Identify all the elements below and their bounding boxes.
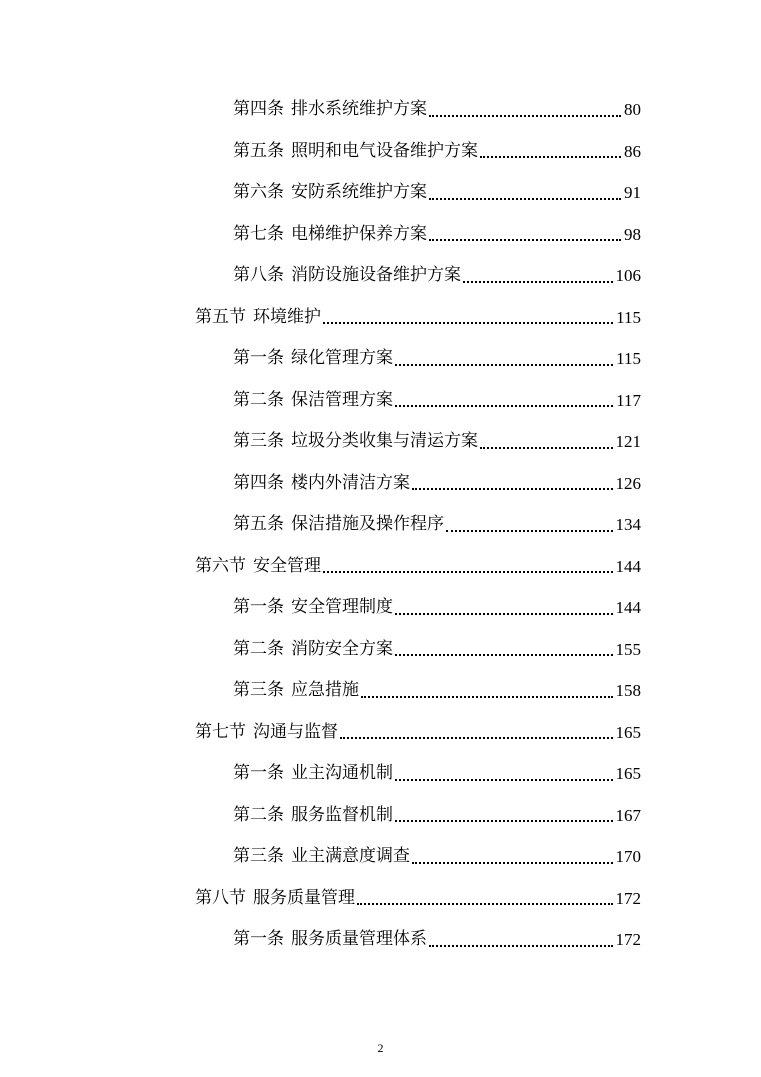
toc-dot-leader (480, 155, 621, 158)
toc-entry-page-number: 172 (615, 888, 641, 908)
toc-dot-leader (395, 653, 613, 656)
toc-article-entry[interactable] (0, 338, 641, 380)
page-number: 2 (377, 1041, 384, 1055)
toc-entry-page-number: 144 (615, 556, 641, 576)
toc-entry-number: 第七节 (195, 721, 246, 742)
toc-entry-page-number: 121 (615, 432, 641, 452)
toc-entry-title: 应急措施 (291, 680, 359, 701)
toc-dot-leader (395, 819, 613, 822)
toc-entry-page-number: 165 (615, 722, 641, 742)
toc-entry-title: 服务监督机制 (291, 804, 393, 825)
toc-entry-page-number: 134 (615, 515, 641, 535)
toc-entry-title: 业主沟通机制 (291, 763, 393, 784)
toc-dot-leader (429, 238, 621, 241)
toc-entry-number: 第七条 (233, 223, 284, 244)
toc-entry-page-number: 106 (615, 266, 641, 286)
toc-entry-number: 第八节 (195, 887, 246, 908)
toc-entry-title: 保洁管理方案 (291, 389, 393, 410)
toc-article-entry[interactable] (0, 504, 641, 546)
toc-entry-page-number: 167 (615, 805, 641, 825)
toc-section-entry[interactable] (0, 878, 641, 920)
toc-entry-page-number: 86 (624, 141, 641, 161)
toc-entry-title: 消防设施设备维护方案 (291, 265, 461, 286)
toc-dot-leader (323, 321, 613, 324)
toc-entry-number: 第四条 (233, 472, 284, 493)
toc-dot-leader (323, 570, 613, 573)
toc-entry-number: 第八条 (233, 265, 284, 286)
toc-article-entry[interactable] (0, 463, 641, 505)
toc-entry-number: 第二条 (233, 638, 284, 659)
toc-article-entry[interactable] (0, 587, 641, 629)
toc-section-entry[interactable] (0, 546, 641, 588)
toc-entry-title: 安全管理 (253, 555, 321, 576)
toc-entry-title: 保洁措施及操作程序 (291, 514, 444, 535)
toc-article-entry[interactable] (0, 670, 641, 712)
toc-entry-number: 第一条 (233, 597, 284, 618)
toc-dot-leader (357, 902, 613, 905)
toc-entry-number: 第一条 (233, 763, 284, 784)
toc-entry-number: 第三条 (233, 846, 284, 867)
toc-entry-page-number: 155 (615, 639, 641, 659)
toc-entry-title: 照明和电气设备维护方案 (291, 140, 478, 161)
toc-entry-page-number: 170 (615, 847, 641, 867)
toc-article-entry[interactable] (0, 255, 641, 297)
toc-entry-title: 服务质量管理 (253, 887, 355, 908)
toc-entry-number: 第一条 (233, 929, 284, 950)
toc-entry-title: 环境维护 (253, 306, 321, 327)
toc-entry-number: 第三条 (233, 680, 284, 701)
toc-entry-title: 安全管理制度 (291, 597, 393, 618)
toc-entry-number: 第二条 (233, 389, 284, 410)
toc-entry-title: 消防安全方案 (291, 638, 393, 659)
toc-entry-page-number: 172 (615, 930, 641, 950)
toc-entry-title: 绿化管理方案 (291, 348, 393, 369)
toc-entry-page-number: 117 (616, 390, 641, 410)
toc-article-entry[interactable] (0, 172, 641, 214)
toc-entry-page-number: 115 (616, 349, 641, 369)
toc-article-entry[interactable] (0, 629, 641, 671)
toc-article-entry[interactable] (0, 919, 641, 961)
toc-section-entry[interactable] (0, 297, 641, 339)
toc-dot-leader (340, 736, 613, 739)
toc-article-entry[interactable] (0, 89, 641, 131)
toc-dot-leader (480, 446, 613, 449)
toc-entry-title: 楼内外清洁方案 (291, 472, 410, 493)
toc-article-entry[interactable] (0, 753, 641, 795)
toc-entry-page-number: 158 (615, 681, 641, 701)
toc-dot-leader (412, 861, 613, 864)
toc-entry-page-number: 91 (624, 183, 641, 203)
toc-entry-page-number: 98 (624, 224, 641, 244)
toc-dot-leader (429, 944, 613, 947)
toc-entry-title: 业主满意度调查 (291, 846, 410, 867)
toc-article-entry[interactable] (0, 214, 641, 256)
toc-entry-number: 第三条 (233, 431, 284, 452)
toc-entry-number: 第五节 (195, 306, 246, 327)
toc-dot-leader (429, 197, 621, 200)
toc-article-entry[interactable] (0, 836, 641, 878)
toc-dot-leader (395, 404, 613, 407)
toc-dot-leader (395, 778, 613, 781)
toc-entry-title: 电梯维护保养方案 (291, 223, 427, 244)
toc-dot-leader (361, 695, 613, 698)
toc-article-entry[interactable] (0, 795, 641, 837)
toc-entry-number: 第六条 (233, 182, 284, 203)
toc-entry-title: 垃圾分类收集与清运方案 (291, 431, 478, 452)
toc-entry-page-number: 165 (615, 764, 641, 784)
toc-dot-leader (429, 114, 621, 117)
toc-article-entry[interactable] (0, 131, 641, 173)
toc-entry-page-number: 144 (615, 598, 641, 618)
toc-dot-leader (395, 612, 613, 615)
toc-entry-number: 第二条 (233, 804, 284, 825)
toc-entry-number: 第四条 (233, 99, 284, 120)
toc-dot-leader (463, 280, 613, 283)
toc-dot-leader (446, 529, 613, 532)
toc-entry-number: 第一条 (233, 348, 284, 369)
toc-section-entry[interactable] (0, 712, 641, 754)
toc-entry-number: 第六节 (195, 555, 246, 576)
toc-article-entry[interactable] (0, 421, 641, 463)
toc-article-entry[interactable] (0, 380, 641, 422)
toc-dot-leader (412, 487, 613, 490)
toc-entry-number: 第五条 (233, 140, 284, 161)
toc-entry-number: 第五条 (233, 514, 284, 535)
toc-entry-title: 服务质量管理体系 (291, 929, 427, 950)
toc-dot-leader (395, 363, 613, 366)
toc-entry-title: 沟通与监督 (253, 721, 338, 742)
toc-entry-page-number: 126 (615, 473, 641, 493)
table-of-contents (0, 89, 761, 961)
toc-entry-title: 安防系统维护方案 (291, 182, 427, 203)
toc-entry-title: 排水系统维护方案 (291, 99, 427, 120)
toc-entry-page-number: 80 (624, 100, 641, 120)
toc-entry-page-number: 115 (616, 307, 641, 327)
